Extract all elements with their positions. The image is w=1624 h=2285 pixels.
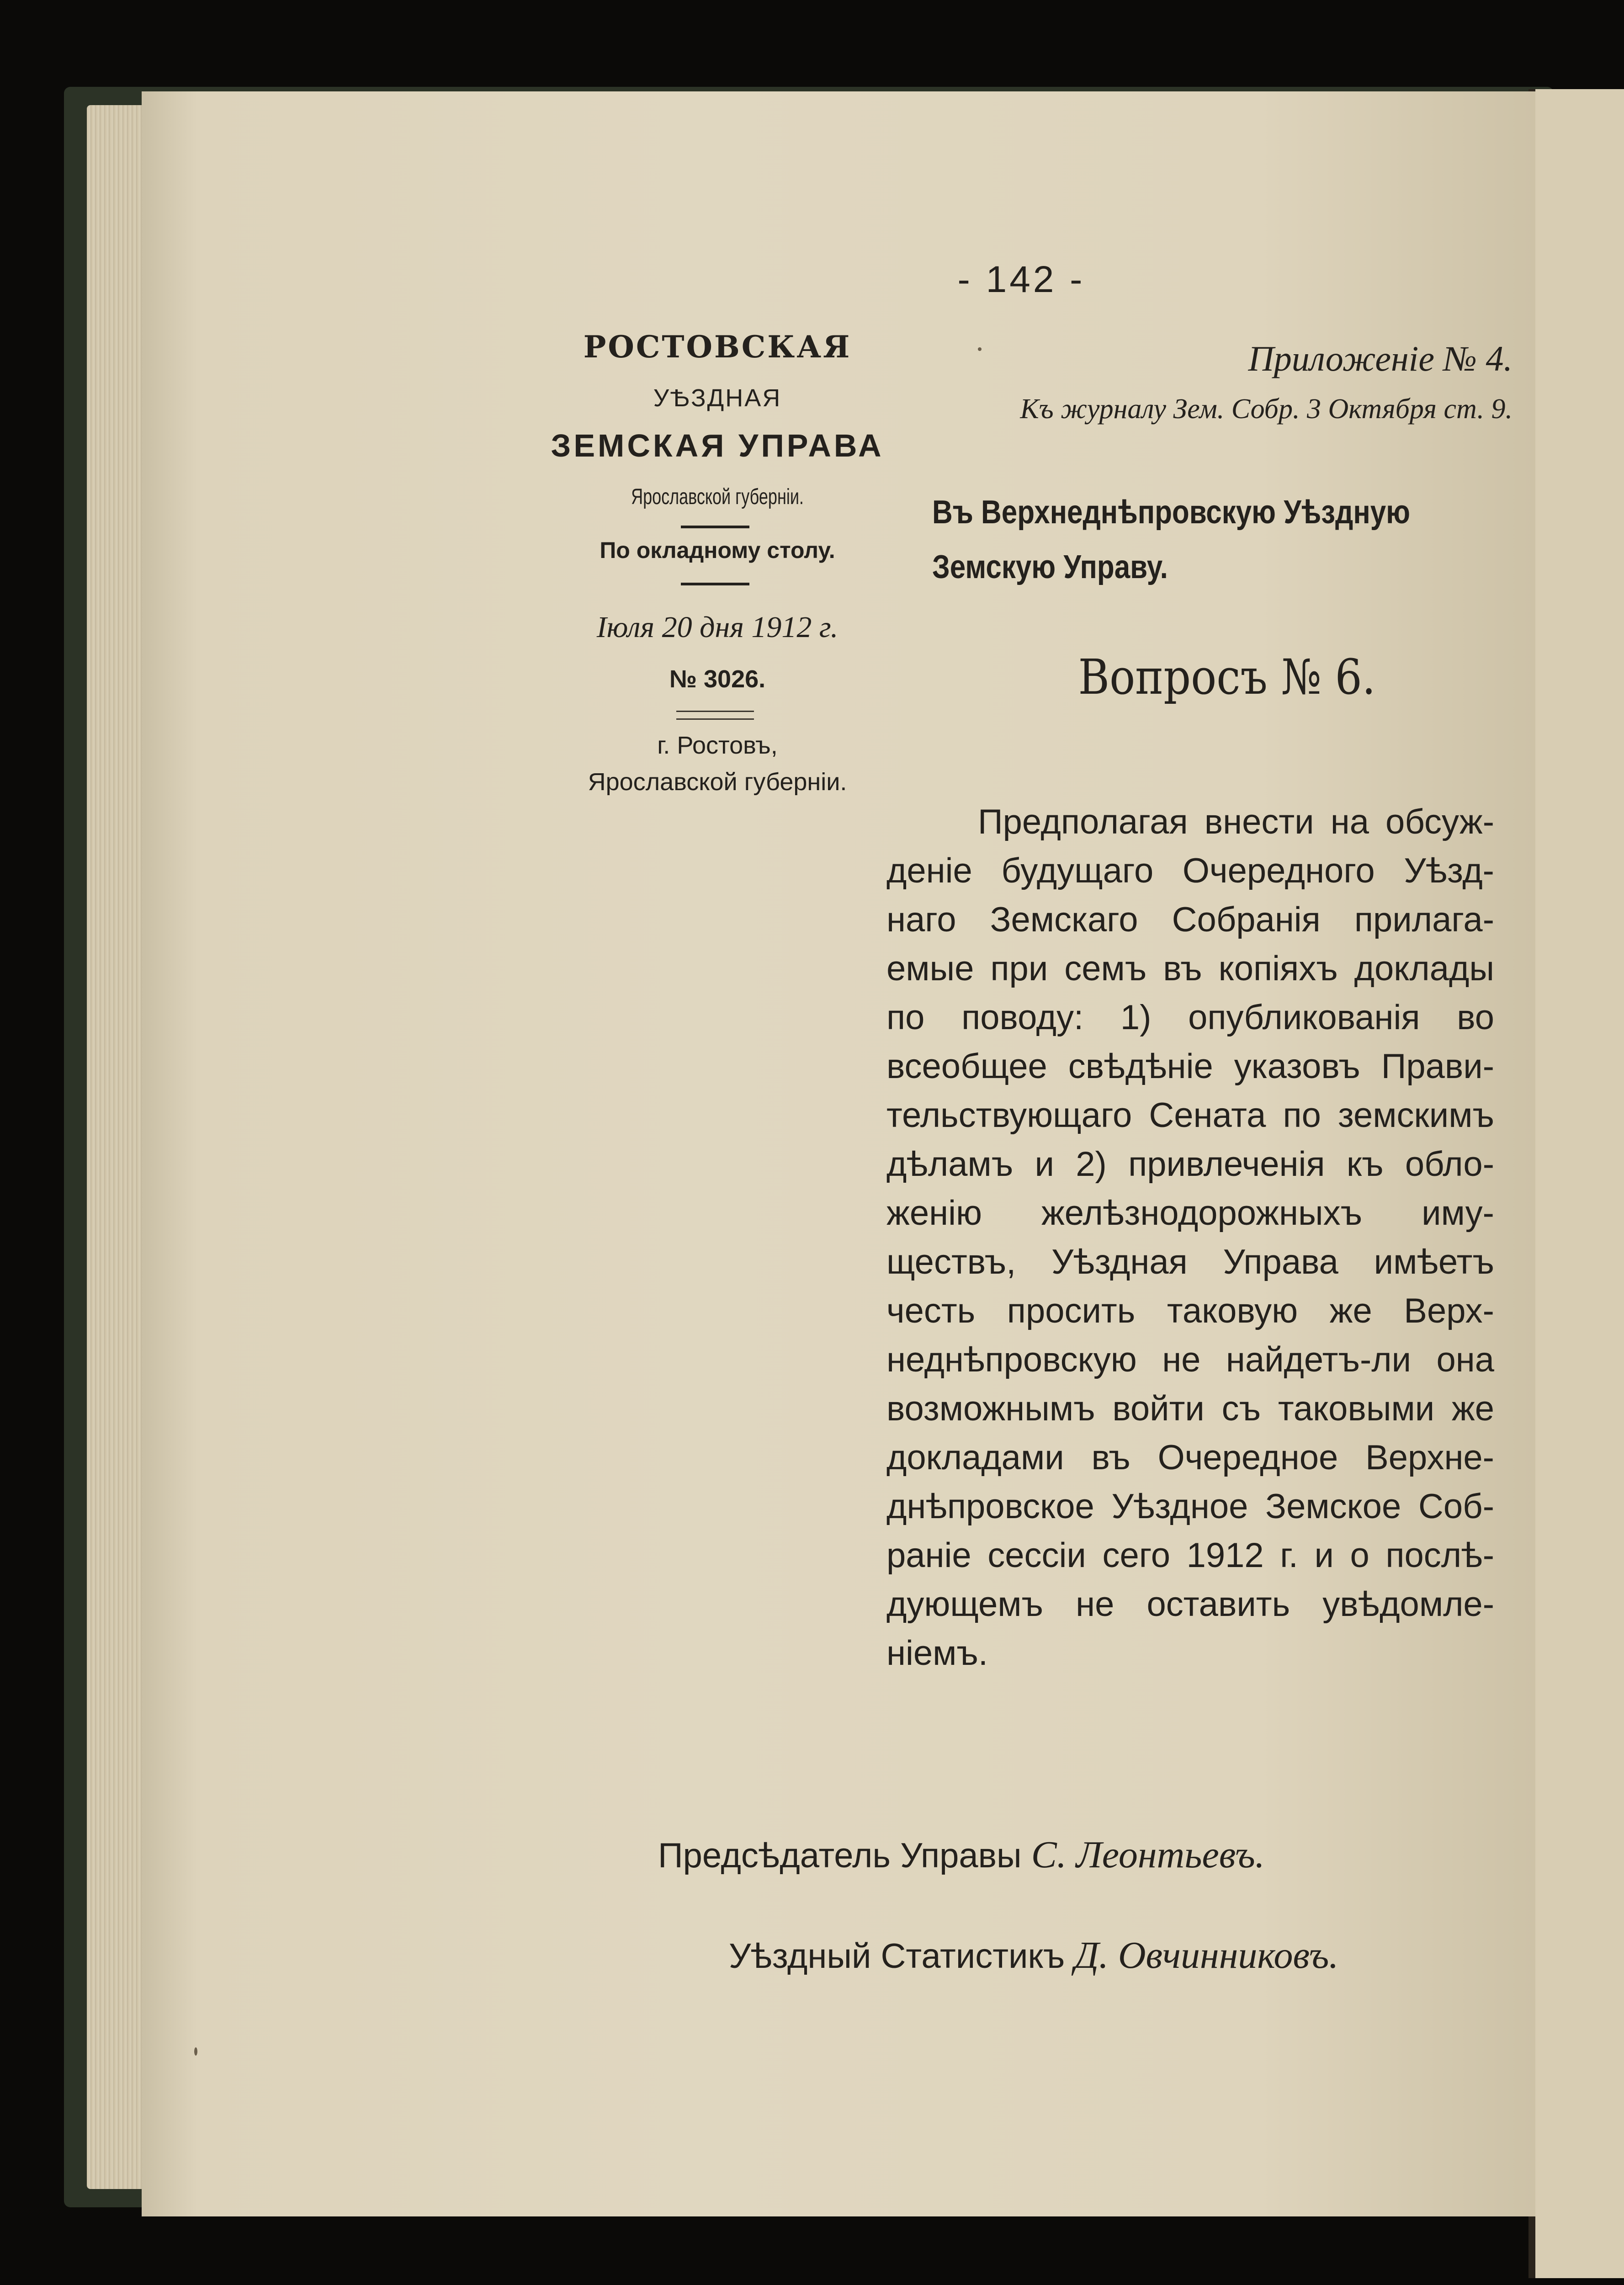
chairman-name: С. Леонтьевъ.: [1031, 1833, 1265, 1876]
letter-body: [886, 797, 1494, 1678]
body-line: емые при семъ въ копіяхъ доклады: [886, 949, 1494, 988]
addressee-line-1: Въ Верхнеднѣпровскую Уѣздную: [932, 494, 1411, 531]
body-line: честь просить таковую же Верх-: [886, 1291, 1494, 1330]
adjacent-page: [1535, 89, 1624, 2278]
office-province: Ярославской губерніи.: [631, 485, 804, 509]
body-line: дѣламъ и 2) привлеченія къ обло-: [886, 1145, 1494, 1184]
office-desk: По окладному столу.: [600, 537, 835, 563]
body-line: неднѣпровскую не найдетъ-ли она: [886, 1340, 1494, 1379]
body-line: возможнымъ войти съ таковыми же: [886, 1389, 1494, 1428]
body-line: женію желѣзнодорожныхъ иму-: [886, 1194, 1494, 1233]
journal-reference: Къ журналу Зем. Собр. 3 Октября ст. 9.: [1020, 393, 1513, 425]
body-line: докладами въ Очередное Верхне-: [886, 1438, 1494, 1477]
letter-province: Ярославской губерніи.: [588, 768, 847, 796]
body-line: тельствующаго Сената по земскимъ: [886, 1096, 1494, 1135]
body-line: деніе будущаго Очередного Уѣзд-: [886, 851, 1494, 890]
page-number: - 142 -: [957, 259, 1085, 300]
body-line: по поводу: 1) опубликованія во: [886, 998, 1494, 1037]
chairman-signature: [658, 1833, 1265, 1877]
letter-city: г. Ростовъ,: [657, 732, 778, 759]
office-title: ЗЕМСКАЯ УПРАВА: [551, 428, 884, 463]
body-line: дующемъ не оставить увѣдомле-: [886, 1585, 1494, 1624]
statistician-title: Уѣздный Статистикъ: [729, 1937, 1065, 1976]
body-line: днѣпровское Уѣздное Земское Соб-: [886, 1487, 1494, 1526]
divider: [681, 583, 749, 585]
office-type: УѢЗДНАЯ: [653, 384, 782, 412]
divider: [681, 526, 749, 528]
body-line: раніе сессіи сего 1912 г. и о послѣ-: [886, 1536, 1494, 1575]
chairman-title: Предсѣдатель Управы: [658, 1836, 1022, 1875]
statistician-signature: [729, 1933, 1338, 1977]
body-line: наго Земскаго Собранія прилага-: [886, 900, 1494, 939]
statistician-name: Д. Овчинниковъ.: [1074, 1934, 1339, 1977]
addressee-line-2: Земскую Управу.: [932, 549, 1168, 585]
double-divider: [676, 711, 754, 720]
appendix-label: Приложеніе № 4.: [1248, 339, 1513, 378]
office-name: РОСТОВСКАЯ: [583, 329, 852, 365]
body-line: ніемъ.: [886, 1634, 988, 1673]
body-line: Предполагая внести на обсуж-: [978, 802, 1494, 841]
body-line: всеобщее свѣдѣніе указовъ Прави-: [886, 1047, 1494, 1086]
letter-date: Іюля 20 дня 1912 г.: [596, 611, 839, 644]
question-title: Вопросъ № 6.: [1078, 649, 1376, 705]
letter-number: № 3026.: [669, 665, 766, 693]
body-line: ществъ, Уѣздная Управа имѣетъ: [886, 1243, 1494, 1281]
book-page: [142, 91, 1535, 2216]
